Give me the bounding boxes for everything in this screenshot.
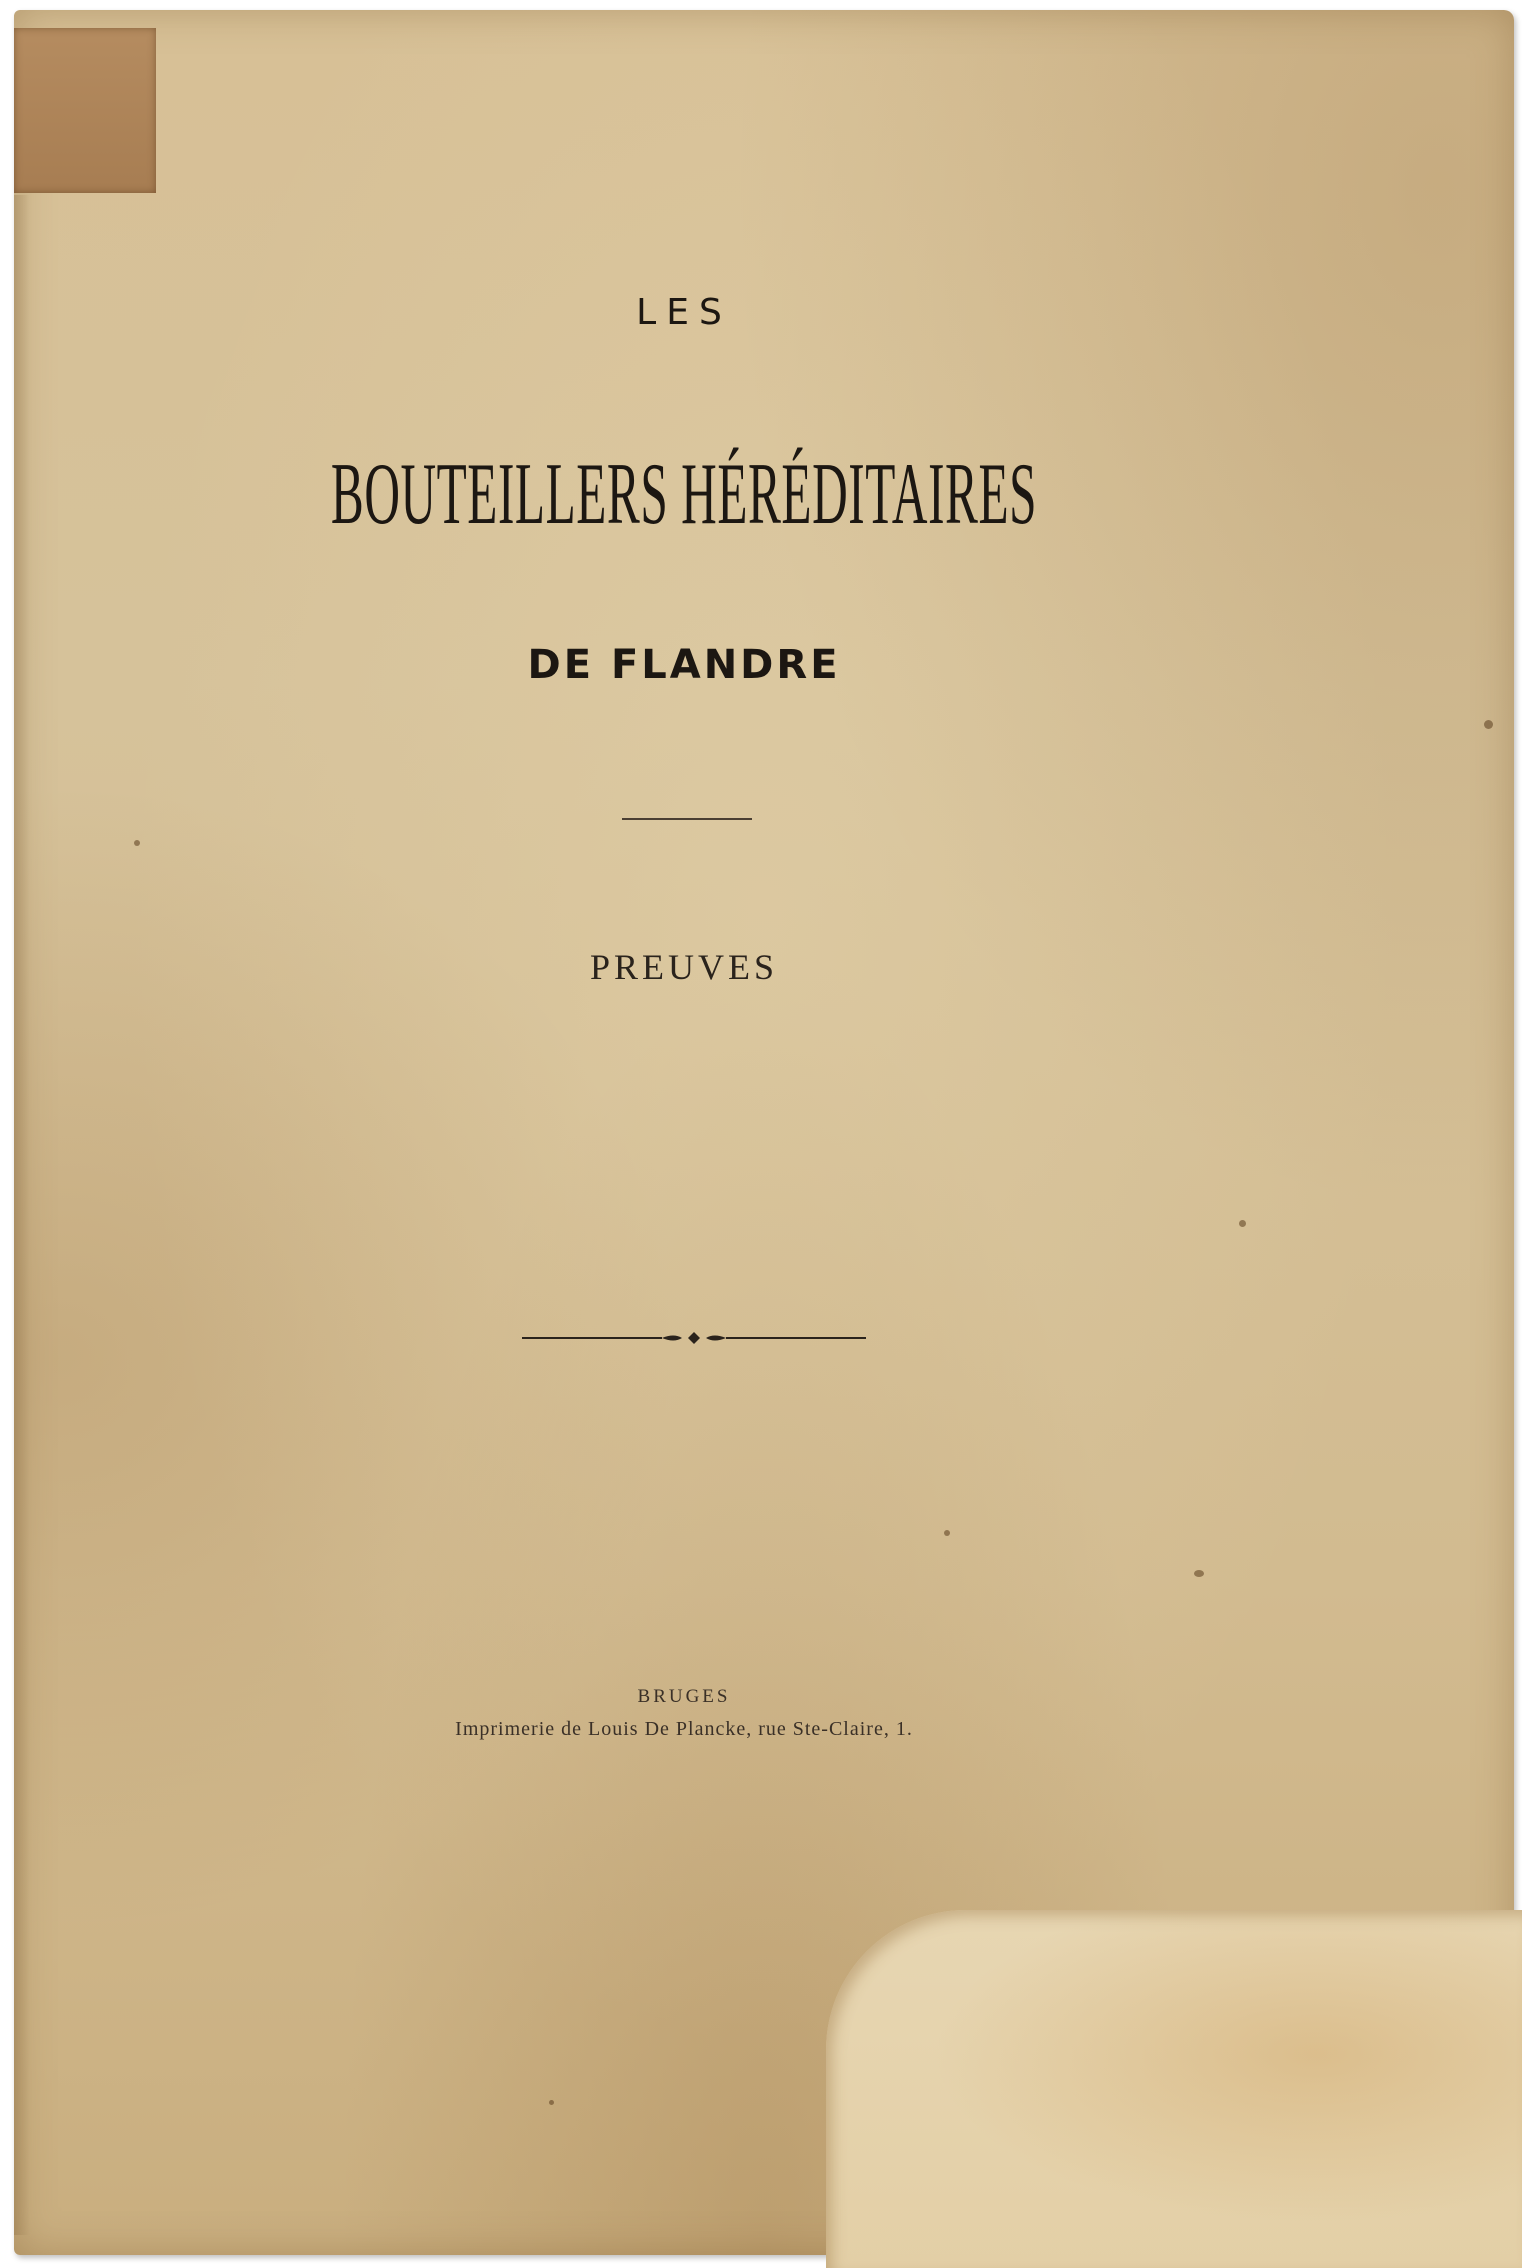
spine-label-patch — [14, 28, 156, 193]
imprint-city: BRUGES — [637, 1686, 731, 1707]
foxing-speck — [134, 840, 140, 846]
torn-corner-damage — [826, 1910, 1522, 2268]
title-kicker: LES — [636, 292, 732, 333]
short-divider-rule — [622, 818, 752, 820]
spine-edge-shadow — [14, 195, 30, 2235]
book-cover — [14, 10, 1514, 2255]
foxing-speck — [944, 1530, 950, 1536]
imprint-printer: Imprimerie de Louis De Plancke, rue Ste-Claire, 1. — [455, 1718, 913, 1740]
ornamental-divider-icon — [522, 1328, 866, 1348]
section-label: PREUVES — [589, 947, 779, 987]
main-title: BOUTEILLERS HÉRÉDITAIRES — [330, 446, 1038, 543]
foxing-speck — [1484, 720, 1493, 729]
foxing-speck — [549, 2100, 554, 2105]
foxing-speck — [1194, 1570, 1204, 1577]
title-subtitle: DE FLANDRE — [527, 642, 841, 688]
foxing-speck — [1239, 1220, 1246, 1227]
